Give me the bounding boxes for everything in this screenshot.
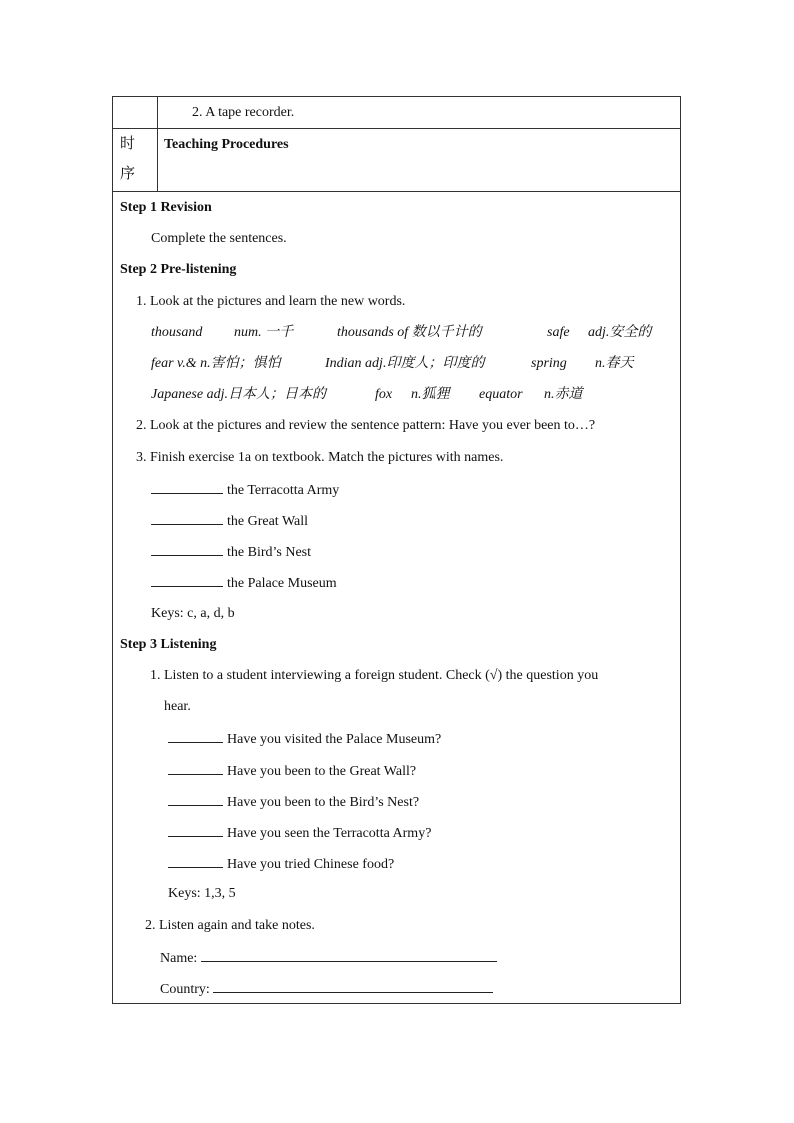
vocab-def: adj.安全的 xyxy=(588,325,652,340)
country-field: Country: xyxy=(160,979,497,999)
column-divider xyxy=(157,97,158,191)
step2-title: Step 2 Pre-listening xyxy=(120,262,237,277)
vocab-word: fear v.& n.害怕；惧怕 xyxy=(151,356,281,371)
lesson-plan-table xyxy=(112,96,681,1004)
row-divider xyxy=(113,191,680,192)
vocab-word: spring xyxy=(531,356,567,371)
question-item: Have you visited the Palace Museum? xyxy=(168,729,441,749)
time-label-2: 序 xyxy=(120,166,136,182)
step3-item1-cont: hear. xyxy=(164,699,191,714)
check-blank[interactable] xyxy=(168,792,223,806)
answer-blank[interactable] xyxy=(151,480,223,494)
vocab-def: num. 一千 xyxy=(234,325,294,340)
row-divider xyxy=(113,128,680,129)
step3-item2: 2. Listen again and take notes. xyxy=(145,918,315,933)
question-item: Have you tried Chinese food? xyxy=(168,854,394,874)
question-item: Have you been to the Bird’s Nest? xyxy=(168,792,419,812)
vocab-def: n.春天 xyxy=(595,356,634,371)
vocab-def: n.赤道 xyxy=(544,387,583,402)
check-blank[interactable] xyxy=(168,729,223,743)
vocab-word: fox xyxy=(375,387,393,402)
match-item: the Great Wall xyxy=(151,511,308,531)
vocab-word: equator xyxy=(479,387,523,402)
step3-title: Step 3 Listening xyxy=(120,637,217,652)
step2-item3: 3. Finish exercise 1a on textbook. Match the pictures with names. xyxy=(136,450,504,465)
vocab-word: Japanese adj.日本人；日本的 xyxy=(151,387,326,402)
vocab-word: safe xyxy=(547,325,570,340)
check-blank[interactable] xyxy=(168,761,223,775)
step1-text: Complete the sentences. xyxy=(151,231,287,246)
materials-item: 2. A tape recorder. xyxy=(192,105,295,120)
match-item: the Bird’s Nest xyxy=(151,542,311,562)
name-field: Name: xyxy=(160,948,501,968)
answer-blank[interactable] xyxy=(151,542,223,556)
step2-keys: Keys: c, a, d, b xyxy=(151,606,235,621)
answer-blank[interactable] xyxy=(151,573,223,587)
answer-blank[interactable] xyxy=(151,511,223,525)
step3-keys: Keys: 1,3, 5 xyxy=(168,886,236,901)
step2-item1: 1. Look at the pictures and learn the new words. xyxy=(136,294,406,309)
name-input-line[interactable] xyxy=(201,948,497,962)
vocab-word: thousands of 数以千计的 xyxy=(337,325,482,340)
check-blank[interactable] xyxy=(168,854,223,868)
country-input-line[interactable] xyxy=(213,979,493,993)
vocab-word: thousand xyxy=(151,325,203,340)
step1-title: Step 1 Revision xyxy=(120,200,212,215)
match-item: the Terracotta Army xyxy=(151,480,339,500)
step3-item1: 1. Listen to a student interviewing a foreign student. Check (√) the question you xyxy=(150,668,599,683)
match-item: the Palace Museum xyxy=(151,573,337,593)
vocab-def: n.狐狸 xyxy=(411,387,450,402)
vocab-word: Indian adj.印度人；印度的 xyxy=(325,356,485,371)
step2-item2: 2. Look at the pictures and review the sentence pattern: Have you ever been to…? xyxy=(136,418,596,433)
question-item: Have you been to the Great Wall? xyxy=(168,761,416,781)
time-label-1: 时 xyxy=(120,136,136,152)
question-item: Have you seen the Terracotta Army? xyxy=(168,823,431,843)
check-blank[interactable] xyxy=(168,823,223,837)
procedures-title: Teaching Procedures xyxy=(164,137,289,152)
